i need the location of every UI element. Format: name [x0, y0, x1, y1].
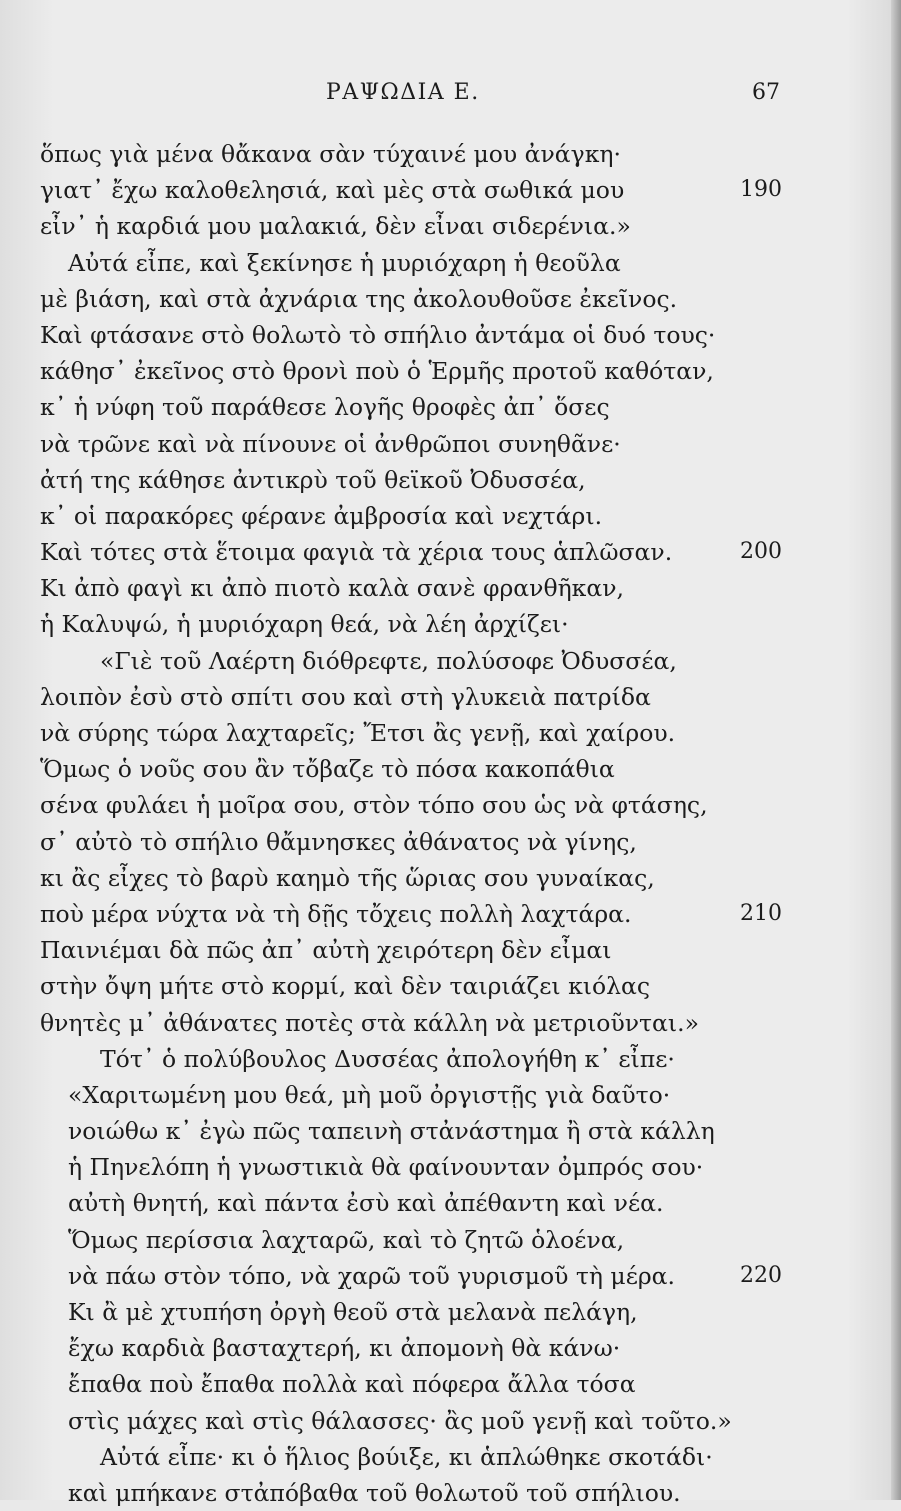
verse-line — [0, 932, 901, 968]
verse-text: νοιώθω κ᾽ ἐγὼ πῶς ταπεινὴ στἀνάστημα ἢ στὰ κάλλη — [68, 1117, 715, 1146]
verse-line — [0, 1077, 901, 1113]
verse-line — [0, 1149, 901, 1185]
verse-text: καὶ μπήκανε στἀπόβαθα τοῦ θολωτοῦ τοῦ σπήλιου. — [68, 1478, 681, 1507]
line-number: 210 — [740, 900, 782, 926]
verse-line — [0, 715, 901, 751]
verse-line — [0, 1113, 901, 1149]
verse-line — [0, 389, 901, 425]
verse-line — [0, 679, 901, 715]
verse-text: νὰ σύρης τώρα λαχταρεῖς; Ἔτσι ἂς γενῇ, καὶ χαίρου. — [40, 719, 676, 747]
verse-text: ἀτή της κάθησε ἀντικρὺ τοῦ θεϊκοῦ Ὀδυσσέα, — [40, 465, 586, 494]
verse-line — [0, 643, 901, 679]
verse-text: Παινιέμαι δὰ πῶς ἀπ᾽ αὐτὴ χειρότερη δὲν εἶμαι — [40, 936, 612, 965]
verse-line — [0, 824, 901, 860]
verse-line — [0, 606, 901, 642]
verse-text: Ὅμως ὁ νοῦς σου ἂν τὄβαζε τὸ πόσα κακοπάθια — [40, 755, 615, 784]
verse-text: Κι ἀπὸ φαγὶ κι ἀπὸ πιοτὸ καλὰ σανὲ φρανθῆκαν, — [40, 574, 624, 603]
verse-line — [0, 968, 901, 1004]
verse-line — [0, 208, 901, 244]
verse-line — [0, 1041, 901, 1077]
verse-line — [0, 136, 901, 172]
chapter-title: ΡΑΨΩΔΙΑ Ε. — [326, 80, 480, 105]
verse-text: ἔχω καρδιὰ βασταχτερή, κι ἀπομονὴ θὰ κάνω· — [68, 1334, 621, 1363]
verse-text: κάθησ᾽ ἐκεῖνος στὸ θρονὶ ποὺ ὁ Ἑρμῆς προτοῦ καθόταν, — [40, 357, 714, 386]
verse-text: Τότ᾽ ὁ πολύβουλος Δυσσέας ἀπολογήθη κ᾽ εἶπε· — [100, 1044, 675, 1073]
verse-text: «Χαριτωμένη μου θεά, μὴ μοῦ ὀργιστῇς γιὰ δαῦτο· — [68, 1080, 671, 1109]
verse-line — [0, 570, 901, 606]
line-number: 200 — [740, 539, 782, 565]
verse-line — [0, 1258, 901, 1294]
verse-line — [0, 426, 901, 462]
verse-line — [0, 1005, 901, 1041]
verse-line — [0, 498, 901, 534]
verse-text: νὰ τρῶνε καὶ νὰ πίνουνε οἱ ἀνθρῶποι συνηθᾶνε· — [40, 429, 621, 458]
page-number: 67 — [752, 80, 780, 105]
verse-text: Αὐτά εἶπε, καὶ ξεκίνησε ἡ μυριόχαρη ἡ θεοῦλα — [68, 248, 621, 277]
verse-line — [0, 1330, 901, 1366]
verse-line — [0, 1185, 901, 1221]
verse-text: Αὐτά εἶπε· κι ὁ ἥλιος βούιξε, κι ἁπλώθηκε σκοτάδι· — [100, 1442, 713, 1471]
verse-text: Καὶ τότες στὰ ἕτοιμα φαγιὰ τὰ χέρια τους ἁπλῶσαν. — [40, 538, 673, 567]
verse-text: ἔπαθα ποὺ ἔπαθα πολλὰ καὶ πόφερα ἄλλα τόσα — [68, 1370, 636, 1399]
verse-line — [0, 1366, 901, 1402]
verse-text: Ὅμως περίσσια λαχταρῶ, καὶ τὸ ζητῶ ὁλοένα, — [68, 1225, 625, 1254]
verse-text: στὴν ὄψη μήτε στὸ κορμί, καὶ δὲν ταιριάζει κιόλας — [40, 972, 651, 1001]
verse-text: θνητὲς μ᾽ ἀθάνατες ποτὲς στὰ κάλλη νὰ μετριοῦνται.» — [40, 1008, 699, 1037]
verse-text: στὶς μάχες καὶ στὶς θάλασσες· ἂς μοῦ γενῇ καὶ τοῦτο.» — [68, 1406, 732, 1435]
verse-line — [0, 787, 901, 823]
verse-line — [0, 245, 901, 281]
verse-line — [0, 534, 901, 570]
verse-text: κ᾽ ἡ νύφη τοῦ παράθεσε λογῆς θροφὲς ἀπ᾽ ὅσες — [40, 393, 610, 422]
verse-line — [0, 462, 901, 498]
verse-text: σ᾽ αὐτὸ τὸ σπήλιο θἄμνησκες ἀθάνατος νὰ γίνης, — [40, 827, 637, 856]
verse-text: ὅπως γιὰ μένα θἄκανα σὰν τύχαινέ μου ἀνάγκη· — [40, 140, 621, 168]
verse-text: «Γιὲ τοῦ Λαέρτη διόθρεφτε, πολύσοφε Ὀδυσσέα, — [100, 646, 677, 675]
poem-text — [0, 136, 901, 1511]
verse-text: λοιπὸν ἐσὺ στὸ σπίτι σου καὶ στὴ γλυκειὰ πατρίδα — [40, 682, 651, 711]
verse-text: εἶν᾽ ἡ καρδιά μου μαλακιά, δὲν εἶναι σιδερένια.» — [40, 212, 631, 241]
verse-text: γιατ᾽ ἔχω καλοθελησιά, καὶ μὲς στὰ σωθικά μου — [40, 176, 625, 205]
verse-line — [0, 896, 901, 932]
verse-text: νὰ πάω στὸν τόπο, νὰ χαρῶ τοῦ γυρισμοῦ τὴ μέρα. — [68, 1261, 676, 1290]
verse-text: σένα φυλάει ἡ μοῖρα σου, στὸν τόπο σου ὡς νὰ φτάσης, — [40, 791, 708, 820]
verse-text: μὲ βιάση, καὶ στὰ ἀχνάρια της ἀκολουθοῦσε ἐκεῖνος. — [40, 284, 678, 313]
verse-text: ἡ Πηνελόπη ἡ γνωστικιὰ θὰ φαίνουνταν ὀμπρός σου· — [68, 1153, 704, 1182]
verse-line — [0, 1439, 901, 1475]
verse-text: αὐτὴ θνητή, καὶ πάντα ἐσὺ καὶ ἀπέθαντη καὶ νέα. — [68, 1189, 664, 1218]
verse-line — [0, 353, 901, 389]
line-number: 220 — [740, 1262, 782, 1288]
verse-line — [0, 281, 901, 317]
verse-line — [0, 1222, 901, 1258]
verse-line — [0, 1475, 901, 1511]
verse-text: κι ἂς εἶχες τὸ βαρὺ καημὸ τῆς ὥριας σου γυναίκας, — [40, 863, 655, 892]
verse-text: Κι ἂ μὲ χτυπήση ὀργὴ θεοῦ στὰ μελανὰ πελάγη, — [68, 1298, 638, 1326]
running-head — [0, 80, 901, 116]
verse-text: κ᾽ οἱ παρακόρες φέρανε ἀμβροσία καὶ νεχτάρι. — [40, 501, 603, 530]
verse-line — [0, 1403, 901, 1439]
verse-line — [0, 1294, 901, 1330]
line-number: 190 — [740, 177, 782, 203]
verse-text: ποὺ μέρα νύχτα νὰ τὴ δῇς τὄχεις πολλὴ λαχτάρα. — [40, 899, 632, 928]
verse-line — [0, 172, 901, 208]
verse-line — [0, 751, 901, 787]
verse-line — [0, 860, 901, 896]
verse-text: ἡ Καλυψώ, ἡ μυριόχαρη θεά, νὰ λέη ἀρχίζει· — [40, 610, 569, 639]
verse-text: Καὶ φτάσανε στὸ θολωτὸ τὸ σπήλιο ἀντάμα οἱ δυό τους· — [40, 320, 716, 349]
verse-line — [0, 317, 901, 353]
